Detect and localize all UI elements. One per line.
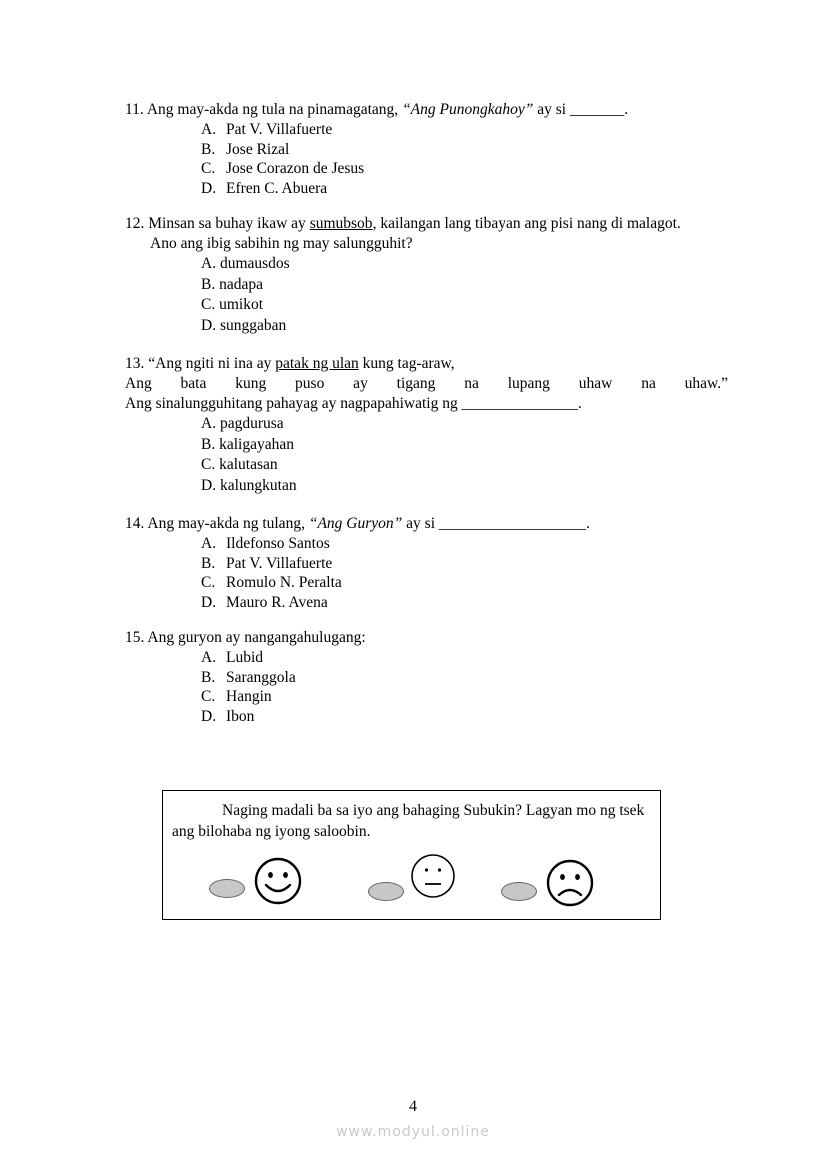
question-14 [125, 514, 730, 612]
question-13-verse-line: Ang bata kung puso ay tigang na lupang uhaw na uhaw.” [125, 375, 728, 392]
option: C. Jose Corazon de Jesus [201, 160, 365, 177]
option: A. dumausdos [201, 255, 290, 272]
question-14-stem: 14. Ang may-akda ng tulang, “Ang Guryon” ay si ___________________. [125, 515, 590, 532]
page-number: 4 [409, 1098, 417, 1115]
option: D. Mauro R. Avena [201, 593, 328, 611]
option: D. Efren C. Abuera [201, 179, 328, 197]
checkbox-oval-neutral[interactable] [368, 882, 404, 901]
question-15 [125, 628, 730, 726]
question-13 [125, 354, 728, 496]
option: A. pagdurusa [201, 415, 284, 432]
option: C. Hangin [201, 688, 272, 705]
happy-face-icon [254, 857, 302, 905]
sad-face-icon [546, 859, 594, 907]
checkbox-oval-sad[interactable] [501, 882, 537, 901]
option: C. umikot [201, 296, 264, 313]
option: B. nadapa [201, 275, 263, 293]
neutral-face-icon [410, 853, 456, 899]
option: D. sunggaban [201, 316, 287, 334]
question-11-stem: 11. Ang may-akda ng tula na pinamagatang, “Ang Punongkahoy” ay si _______. [125, 101, 629, 118]
option: A. Ildefonso Santos [201, 535, 330, 552]
option: B. Saranggola [201, 668, 296, 686]
option: A. Lubid [201, 649, 264, 666]
watermark: www.modyul.online [336, 1124, 490, 1140]
checkbox-oval-happy[interactable] [209, 879, 245, 898]
option: C. Romulo N. Peralta [201, 574, 342, 591]
option: B. Pat V. Villafuerte [201, 554, 333, 572]
option: C. kalutasan [201, 456, 278, 473]
self-assessment-prompt: Naging madali ba sa iyo ang bahaging Subukin? Lagyan mo ng tsek ang bilohaba ng iyong saloobin. [172, 802, 645, 840]
option: B. kaligayahan [201, 435, 294, 453]
question-12-stem: 12. Minsan sa buhay ikaw ay sumubsob, kailangan lang tibayan ang pisi nang di malagot. [125, 215, 681, 232]
question-11 [125, 100, 730, 198]
question-15-stem: 15. Ang guryon ay nangangahulugang: [125, 629, 366, 646]
question-12-prompt: Ano ang ibig sabihin ng may salungguhit? [150, 235, 413, 252]
option: B. Jose Rizal [201, 140, 290, 158]
question-13-prompt: Ang sinalungguhitang pahayag ay nagpapahiwatig ng _______________. [125, 395, 582, 412]
question-12 [125, 214, 735, 336]
question-13-stem: 13. “Ang ngiti ni ina ay patak ng ulan kung tag-araw, [125, 355, 455, 372]
option: D. kalungkutan [201, 476, 297, 494]
self-assessment-box [162, 790, 661, 920]
option: A. Pat V. Villafuerte [201, 121, 333, 138]
option: D. Ibon [201, 707, 255, 725]
